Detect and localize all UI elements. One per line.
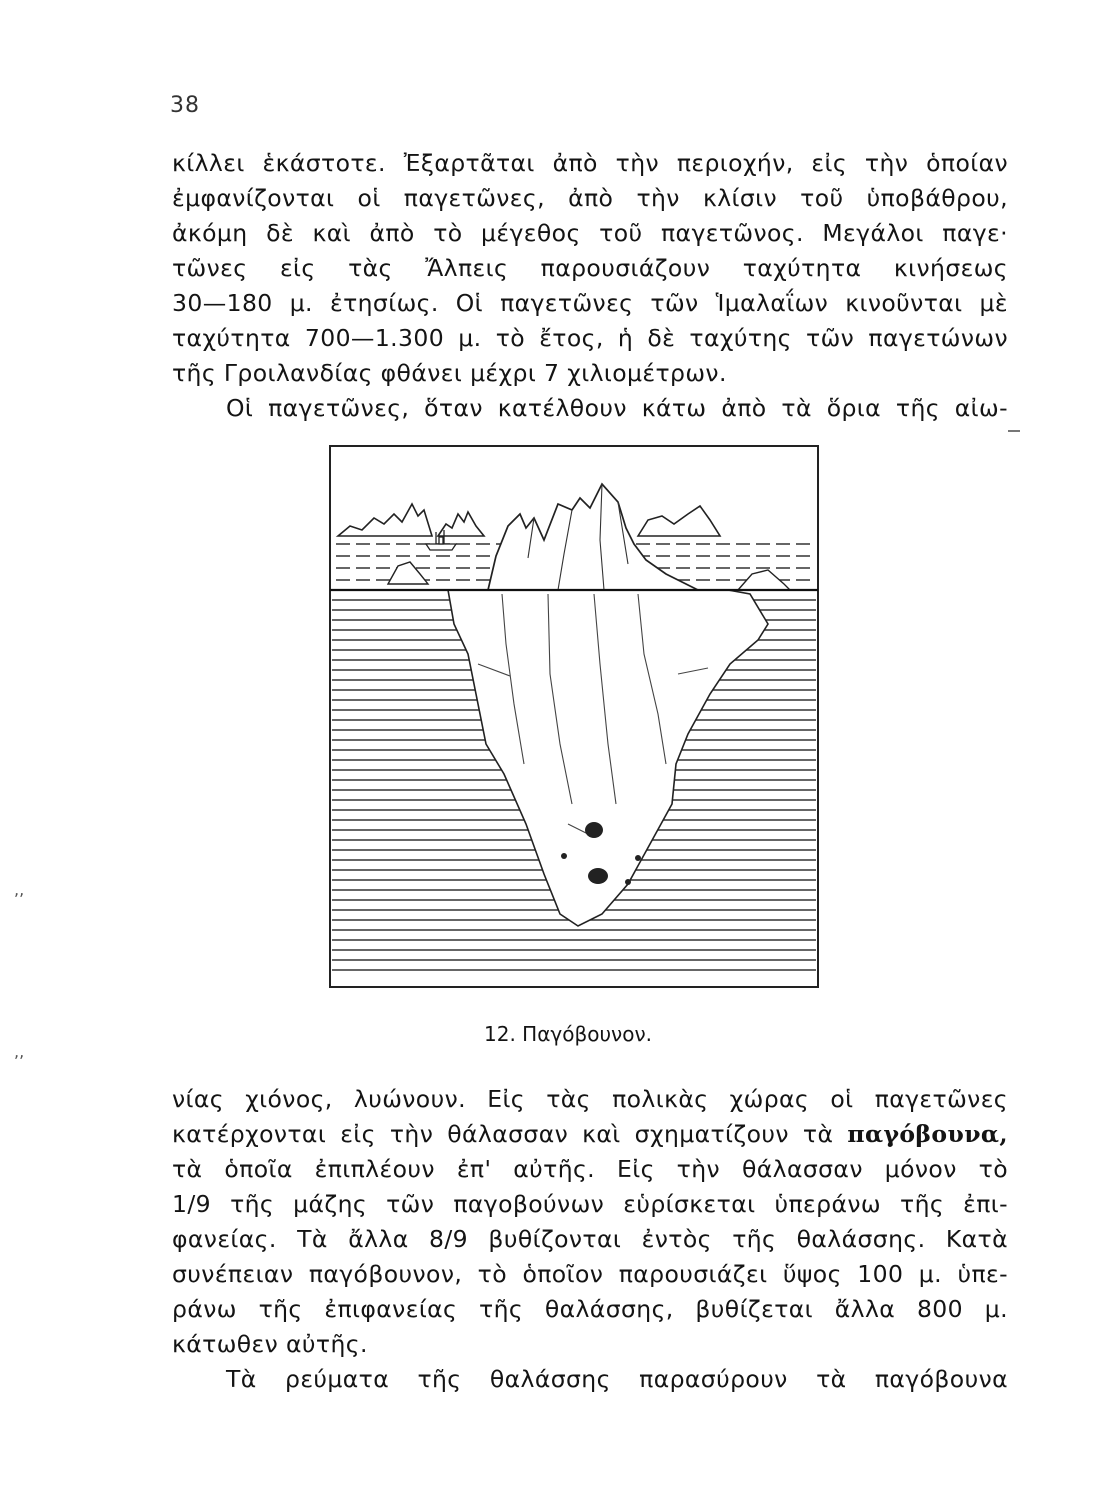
distant-ice-right [638,506,720,536]
text-line: ἐμφανίζονται οἱ παγετῶνες, ἀπὸ τὴν κλίσιν τοῦ ὑποβάθρου, [172,184,1008,212]
margin-speck: ,, [14,880,25,899]
text-line: ταχύτητα 700—1.300 μ. τὸ ἔτος, ἡ δὲ ταχύτης τῶν παγετώνων [172,324,1008,352]
text-line: τῆς Γροιλανδίας φθάνει μέχρι 7 χιλιομέτρων. [172,359,727,387]
distant-ice-center [438,512,484,536]
edge-mark [1008,430,1020,432]
paragraph-top [172,146,1008,426]
iceberg-above-water [488,484,698,590]
text-line: 1/9 τῆς μάζης τῶν παγοβούνων εὑρίσκεται ὑπεράνω τῆς ἐπι- [172,1190,1008,1218]
text-line: ράνω τῆς ἐπιφανείας τῆς θαλάσσης, βυθίζεται ἄλλα 800 μ. [172,1295,1008,1323]
text-fragment: κατέρχονται εἰς τὴν θάλασσαν καὶ σχηματίζουν τὰ [172,1120,848,1148]
text-line: τὰ ὁποῖα ἐπιπλέουν ἐπ' αὐτῆς. Εἰς τὴν θάλασσαν μόνον τὸ [172,1155,1008,1183]
text-line: συνέπειαν παγόβουνον, τὸ ὁποῖον παρουσιάζει ὕψος 100 μ. ὑπε- [172,1260,1008,1288]
figure-caption: 12. Παγόβουνον. [484,1022,652,1046]
floating-ice-left [388,562,428,584]
iceberg-figure [328,444,820,989]
iceberg-illustration [328,444,820,989]
text-line-with-term [172,1117,1008,1152]
paragraph-bottom [172,1082,1008,1397]
text-line: τῶνες εἰς τὰς Ἄλπεις παρουσιάζουν ταχύτητα κινήσεως [172,254,1008,282]
distant-ice-left [338,504,432,536]
text-line: 30—180 μ. ἐτησίως. Οἱ παγετῶνες τῶν Ἱμαλαΐων κινοῦνται μὲ [172,289,1008,317]
page-number: 38 [170,93,200,118]
bold-term: παγόβουνα, [847,1120,1008,1148]
iceberg-underwater [448,590,768,926]
text-line: νίας χιόνος, λυώνουν. Εἰς τὰς πολικὰς χώρας οἱ παγετῶνες [172,1085,1008,1113]
text-line: κίλλει ἑκάστοτε. Ἐξαρτᾶται ἀπὸ τὴν περιοχήν, εἰς τὴν ὁποίαν [172,149,1008,177]
text-line: φανείας. Τὰ ἄλλα 8/9 βυθίζονται ἐντὸς τῆς θαλάσσης. Κατὰ [172,1225,1008,1253]
margin-speck: ,, [14,1042,25,1061]
text-line-indented: Οἱ παγετῶνες, ὅταν κατέλθουν κάτω ἀπὸ τὰ ὅρια τῆς αἰω- [226,394,1008,422]
text-line: ἀκόμη δὲ καὶ ἀπὸ τὸ μέγεθος τοῦ παγετῶνος. Μεγάλοι παγε· [172,219,1008,247]
text-line: κάτωθεν αὐτῆς. [172,1330,368,1358]
text-line-indented: Τὰ ρεύματα τῆς θαλάσσης παρασύρουν τὰ παγόβουνα [226,1365,1008,1393]
